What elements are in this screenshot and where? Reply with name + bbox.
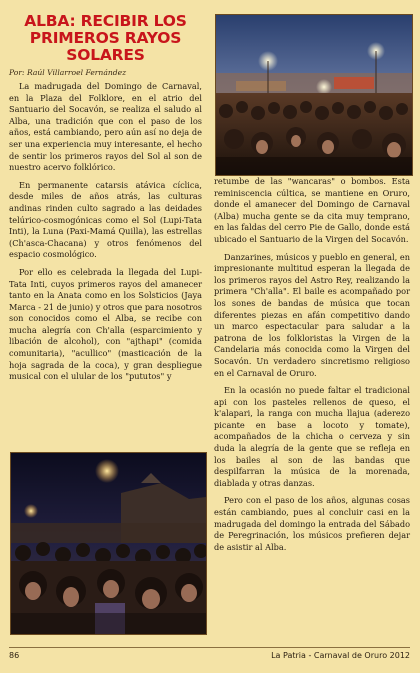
paragraph: Pero con el paso de los años, algunas cosas están cambiando, pues al concluir casi en la madrugada del domingo la entrada del Sábado de Peregrinación, los músicos prefieren dejar de asistir al Alba. <box>214 495 410 552</box>
paragraph: En la ocasión no puede faltar el tradicional api con los pasteles rellenos de queso, el k'alapari, la ranga con mucha llajua (aderezo picante en base a locoto y tomate), acompañados de la chicha o cerveza y sin duda la alegría de la gente que se refleja en los bailes al son de las bandas que despilfarran la música de la morenada, diablada y otras danzas. <box>214 385 410 488</box>
night-crowd-photo <box>10 452 207 635</box>
paragraph: En permanente catarsis atávica cíclica, desde miles de años atrás, las culturas andinas rinden culto sagrado a las deidades telúrico-cosmogónicas como el Sol (Lupi-Tata Inti), la Luna (Paxi-Mamá Quilla), las estrellas (Ch'asca-Chacana) y otros fenómenos del espacio cosmológico. <box>9 179 202 260</box>
right-column <box>214 176 410 559</box>
left-column <box>9 0 202 389</box>
title-line-1: ALBA: RECIBIR LOS <box>24 12 187 30</box>
page-number: 86 <box>9 651 20 660</box>
paragraph: Por ello es celebrada la llegada del Lupi-Tata Inti, cuyos primeros rayos del amanecer tanto en la Anata como en los Solsticios (Jaya Marca - 21 de junio) y otros que para nosotros son conocidos como el Alba, se recibe con mucha alegría con Ch'alla (esparcimiento y libación de alcohol), con "ajthapi" (comida comunitaria), "acullico" (masticación de la hoja sagrada de la coca), y gran despliegue musical con el ulular de los "pututos" y <box>9 266 203 382</box>
article-title <box>9 13 202 64</box>
paragraph: retumbe de las "wancaras" o bombos. Esta reminiscencia cúltica, se mantiene en Oruro, donde el amanecer del Domingo de Carnaval (Alba) mucha gente se da cita muy temprano, en las faldas del cerro Pie de Gallo, donde está ubicado el Santuario de la Virgen del Socavón. <box>214 176 410 244</box>
title-line-2: PRIMEROS RAYOS SOLARES <box>29 29 182 64</box>
paragraph: Danzarines, músicos y pueblo en general, en impresionante multitud esperan la llegada de los primeros rayos del Astro Rey, realizando la primera "Ch'alla". El baile es acompañado por los sones de bandas de música que tocan diferentes piezas en afán competitivo dando un marco espectacular para saludar a la patrona de los folkloristas la Virgen de la Candelaria más conocida como la Virgen del Socavón. Un verdadero sincretismo religioso en el Carnaval de Oruro. <box>214 251 410 378</box>
paragraph: La madrugada del Domingo de Carnaval, en la Plaza del Folklore, en el atrio del Santuario del Socavón, se realiza el saludo al Alba, una tradición que con el paso de los años, está cambiando, pero aún así no deja de ser una experiencia muy interesante, el hecho de sentir los primeros rayos del Sol al son de nuestro acervo folklórico. <box>9 81 202 173</box>
night-crowd-image <box>11 453 206 634</box>
crowd-plaza-image <box>216 15 412 175</box>
publication-name: La Patria - Carnaval de Oruro 2012 <box>271 651 410 660</box>
page-footer <box>9 647 410 660</box>
crowd-plaza-photo <box>215 14 413 176</box>
byline: Por: Raúl Villarroel Fernández <box>9 68 127 77</box>
